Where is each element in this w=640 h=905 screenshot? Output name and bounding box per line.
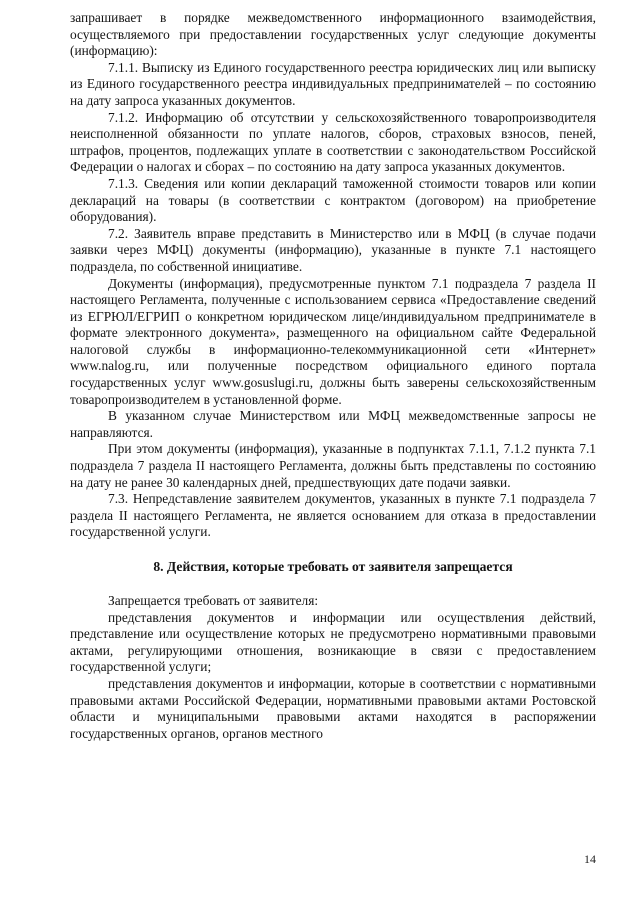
document-page xyxy=(70,10,596,742)
paragraph-7-1-2: 7.1.2. Информацию об отсутствии у сельскохозяйственного товаропроизводителя неисполненной обязанности по уплате налогов, сборов, страховых взносов, пеней, штрафов, процентов, подлежащих уплате в соответствии с законодательством Российской Федерации о налогах и сборах – по состоянию на дату запроса указанных документов. xyxy=(70,109,596,175)
section-heading: 8. Действия, которые требовать от заявителя запрещается xyxy=(153,559,513,574)
paragraph-no-requests: В указанном случае Министерством или МФЦ межведомственные запросы не направляются. xyxy=(70,408,596,440)
paragraph-7-1-1: 7.1.1. Выписку из Единого государственного реестра юридических лиц или выписку из Единого государственного реестра индивидуальных предпринимателей – по состоянию на дату запроса указанных документов. xyxy=(70,59,596,108)
paragraph-7-2: 7.2. Заявитель вправе представить в Министерство или в МФЦ (в случае подачи заявки через МФЦ) документы (информацию), указанные в пункте 7.1 настоящего подраздела, по собственной инициативе. xyxy=(70,225,596,274)
paragraph-30-days: При этом документы (информация), указанные в подпунктах 7.1.1, 7.1.2 пункта 7.1 подраздела 7 раздела II настоящего Регламента, должны быть представлены по состоянию на дату не ранее 30 календарных дней, предшествующих дате подачи заявки. xyxy=(70,441,596,490)
paragraph-prohibited-item-1: представления документов и информации или осуществления действий, представление или осуществление которых не предусмотрено нормативными правовыми актами, регулирующими отношения, возникающие в связи с предоставлением государственной услуги; xyxy=(70,609,596,675)
paragraph-prohibited-intro: Запрещается требовать от заявителя: xyxy=(108,593,319,608)
paragraph-prohibited-item-2: представления документов и информации, которые в соответствии с нормативными правовыми актами Российской Федерации, нормативными правовыми актами Ростовской области и муниципальными правовыми актами находятся в распоряжении государственных органов, органов местного xyxy=(70,675,596,741)
paragraph-7-1-3: 7.1.3. Сведения или копии деклараций таможенной стоимости товаров или копии деклараций на товары (в соответствии с контрактом (договором) на приобретение оборудования). xyxy=(70,175,596,225)
page-number: 14 xyxy=(584,852,596,866)
paragraph-documents-info: Документы (информация), предусмотренные пунктом 7.1 подраздела 7 раздела II настоящего Регламента, полученные с использованием сервиса «Предоставление сведений из ЕГРЮЛ/ЕГРИП о конкретном юридическом лице/индивидуальном предпринимателе в формате электронного документа», размещенного на официальном сайте Федеральной налоговой службы в информационно-телекоммуникационной сети «Интернет» www.nalog.ru, или полученные посредством официального единого портала государственных услуг www.gosuslugi.ru, должны быть заверены сельскохозяйственным товаропроизводителем в установленной форме. xyxy=(70,275,596,407)
paragraph-request-continuation: запрашивает в порядке межведомственного информационного взаимодействия, осуществляемого при предоставлении государственных услуг следующие документы (информацию): xyxy=(70,10,596,59)
paragraph-7-3: 7.3. Непредставление заявителем документов, указанных в пункте 7.1 подраздела 7 раздела II настоящего Регламента, не является основанием для отказа в предоставлении государственной услуги. xyxy=(70,491,596,540)
